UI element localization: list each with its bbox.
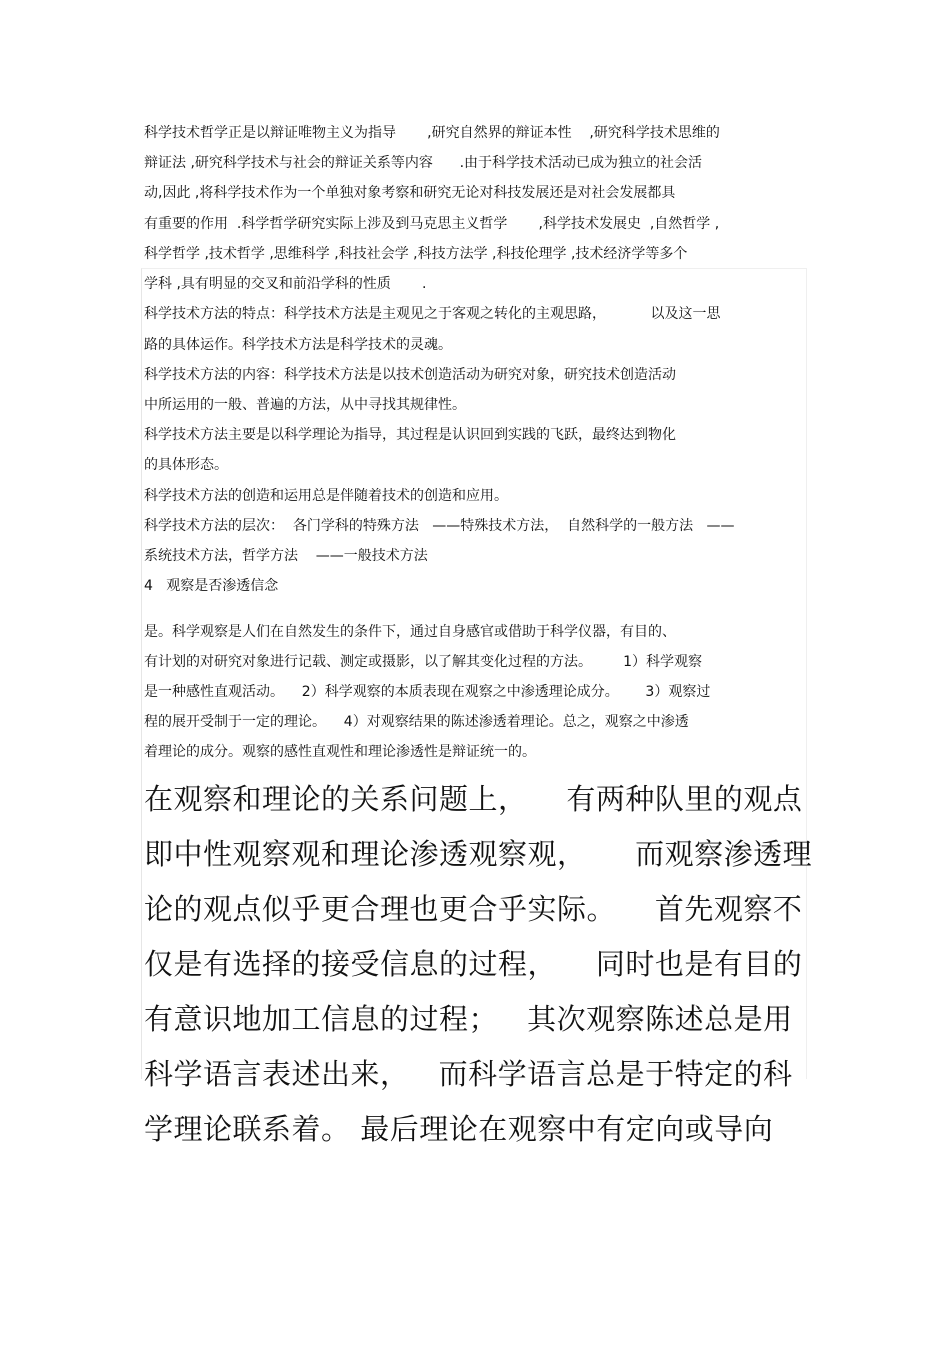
- large-text-line: 即中性观察观和理论渗透观察观， 而观察渗透理: [144, 837, 813, 871]
- text-line: 科学哲学 ,技术哲学 ,思维科学 ,科技社会学 ,科技方法学 ,科技伦理学 ,技术经济学等多个: [144, 246, 688, 262]
- text-line: 系统技术方法，哲学方法 ——一般技术方法: [144, 548, 428, 564]
- text-line: 科学技术方法主要是以科学理论为指导，其过程是认识回到实践的飞跃，最终达到物化: [144, 427, 676, 443]
- large-text-line: 仅是有选择的接受信息的过程， 同时也是有目的: [144, 947, 803, 981]
- large-text-line: 论的观点似乎更合理也更合乎实际。 首先观察不: [144, 892, 803, 926]
- large-text-line: 学理论联系着。 最后理论在观察中有定向或导向: [144, 1112, 774, 1146]
- text-line: 的具体形态。: [144, 457, 228, 473]
- large-text-line: 科学语言表述出来， 而科学语言总是于特定的科: [144, 1057, 793, 1091]
- text-line: 是。科学观察是人们在自然发生的条件下，通过自身感官或借助于科学仪器，有目的、: [144, 624, 676, 640]
- text-line: 中所运用的一般、普遍的方法，从中寻找其规律性。: [144, 397, 466, 413]
- text-line: 有重要的作用 .科学哲学研究实际上涉及到马克思主义哲学 ,科学技术发展史 ,自然哲学 ,: [144, 216, 720, 232]
- section-heading: 4 观察是否渗透信念: [144, 578, 279, 594]
- large-text-line: 在观察和理论的关系问题上， 有两种队里的观点: [144, 782, 803, 816]
- large-text-line: 有意识地加工信息的过程； 其次观察陈述总是用: [144, 1002, 793, 1036]
- text-line: 科学技术方法的特点：科学技术方法是主观见之于客观之转化的主观思路， 以及这一思: [144, 306, 721, 322]
- text-line: 辩证法 ,研究科学技术与社会的辩证关系等内容 .由于科学技术活动已成为独立的社会活: [144, 155, 703, 171]
- text-line: 着理论的成分。观察的感性直观性和理论渗透性是辩证统一的。: [144, 744, 536, 760]
- text-line: 程的展开受制于一定的理论。 4）对观察结果的陈述渗透着理论。总之，观察之中渗透: [144, 714, 689, 730]
- text-line: 动,因此 ,将科学技术作为一个单独对象考察和研究无论对科技发展还是对社会发展都具: [144, 185, 676, 201]
- text-line: 科学技术哲学正是以辩证唯物主义为指导 ,研究自然界的辩证本性 ,研究科学技术思维的: [144, 125, 720, 141]
- text-line: 学科 ,具有明显的交叉和前沿学科的性质 .: [144, 276, 427, 292]
- text-line: 科学技术方法的内容：科学技术方法是以技术创造活动为研究对象，研究技术创造活动: [144, 367, 676, 383]
- text-line: 科学技术方法的创造和运用总是伴随着技术的创造和应用。: [144, 488, 508, 504]
- text-line: 科学技术方法的层次： 各门学科的特殊方法 ——特殊技术方法， 自然科学的一般方法 ——: [144, 518, 735, 534]
- text-line: 路的具体运作。科学技术方法是科学技术的灵魂。: [144, 337, 452, 353]
- text-line: 有计划的对研究对象进行记载、测定或摄影，以了解其变化过程的方法。 1）科学观察: [144, 654, 703, 670]
- text-line: 是一种感性直观活动。 2）科学观察的本质表现在观察之中渗透理论成分。 3）观察过: [144, 684, 711, 700]
